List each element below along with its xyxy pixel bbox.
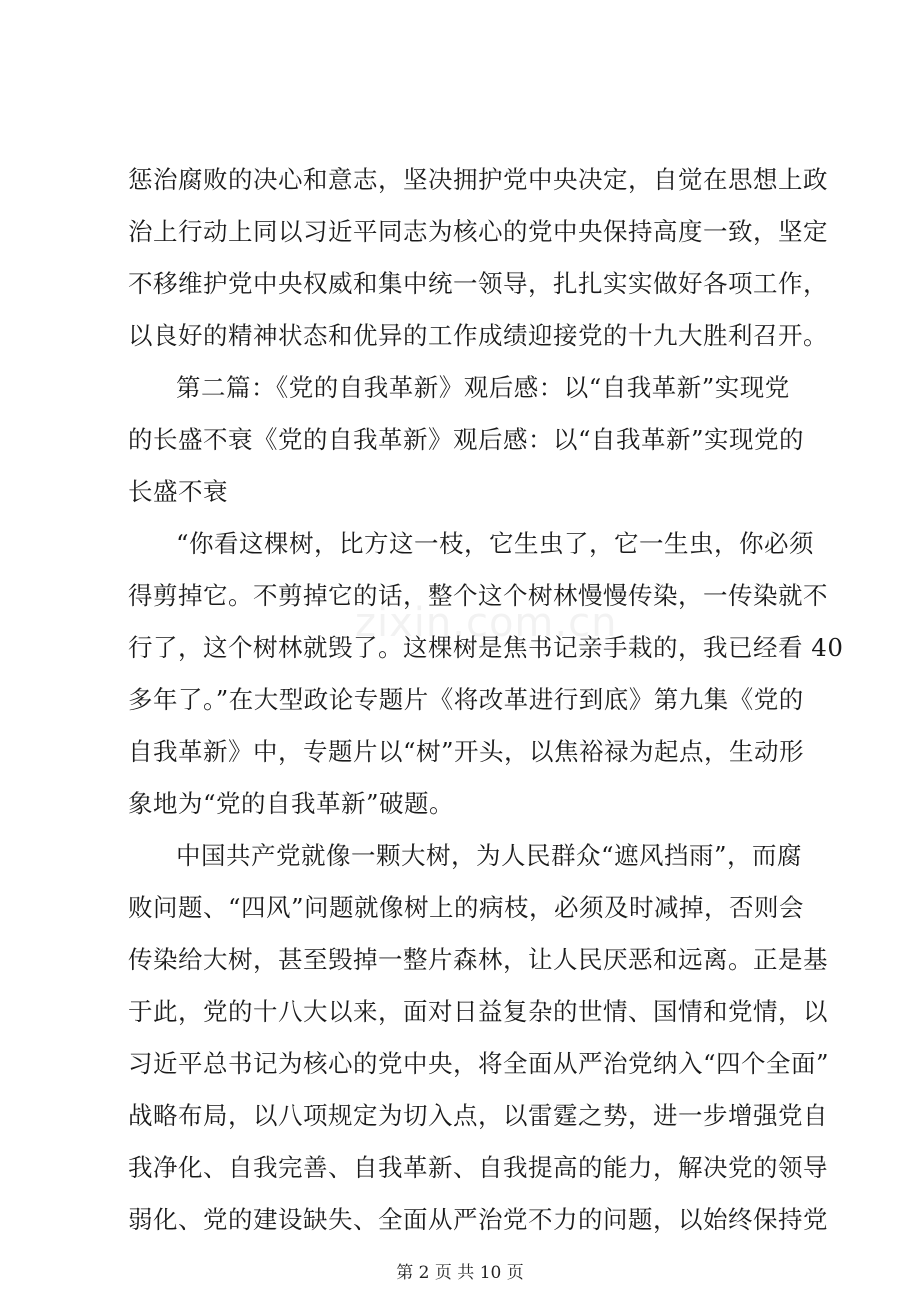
body-text-line: 弱化、党的建设缺失、全面从严治党不力的问题，以始终保持党 <box>128 1205 828 1234</box>
body-text-line: 治上行动上同以习近平同志为核心的党中央保持高度一致，坚定 <box>128 217 828 246</box>
body-text-line: 于此，党的十八大以来，面对日益复杂的世情、国情和党情，以 <box>128 997 828 1026</box>
body-text-line: 我净化、自我完善、自我革新、自我提高的能力，解决党的领导 <box>128 1153 828 1182</box>
body-text-line: 中国共产党就像一颗大树，为人民群众“遮风挡雨”，而腐 <box>176 841 803 870</box>
body-text-line: 惩治腐败的决心和意志，坚决拥护党中央决定，自觉在思想上政 <box>128 165 828 194</box>
body-text-line: 传染给大树，甚至毁掉一整片森林，让人民厌恶和远离。正是基 <box>128 945 828 974</box>
body-text-line: 自我革新》中，专题片以“树”开头，以焦裕禄为起点，生动形 <box>128 737 805 766</box>
section-heading-line: 第二篇：《党的自我革新》观后感：以“自我革新”实现党 <box>176 373 790 402</box>
body-text-line: 习近平总书记为核心的党中央，将全面从严治党纳入“四个全面” <box>128 1049 830 1078</box>
body-text-line: 象地为“党的自我革新”破题。 <box>128 789 455 818</box>
section-heading-line: 的长盛不衰《党的自我革新》观后感：以“自我革新”实现党的 <box>128 425 805 454</box>
page-footer: 第 2 页 共 10 页 <box>396 1263 524 1283</box>
body-text-line: 得剪掉它。不剪掉它的话，整个这个树林慢慢传染，一传染就不 <box>128 581 828 610</box>
body-text-line: 不移维护党中央权威和集中统一领导，扎扎实实做好各项工作， <box>128 269 828 298</box>
body-text-line: 败问题、“四风”问题就像树上的病枝，必须及时减掉，否则会 <box>128 893 805 922</box>
body-text-line: 多年了。”在大型政论专题片《将改革进行到底》第九集《党的 <box>128 685 804 714</box>
body-text-line: “你看这棵树，比方这一枝，它生虫了，它一生虫，你必须 <box>176 529 815 558</box>
body-text-line: 行了，这个树林就毁了。这棵树是焦书记亲手栽的，我已经看 40 <box>128 633 844 662</box>
body-text-line: 战略布局，以八项规定为切入点，以雷霆之势，进一步增强党自 <box>128 1101 828 1130</box>
body-text-line: 以良好的精神状态和优异的工作成绩迎接党的十九大胜利召开。 <box>128 321 828 350</box>
watermark: zixin.com.cn <box>355 600 618 646</box>
section-heading-line: 长盛不衰 <box>128 477 228 506</box>
